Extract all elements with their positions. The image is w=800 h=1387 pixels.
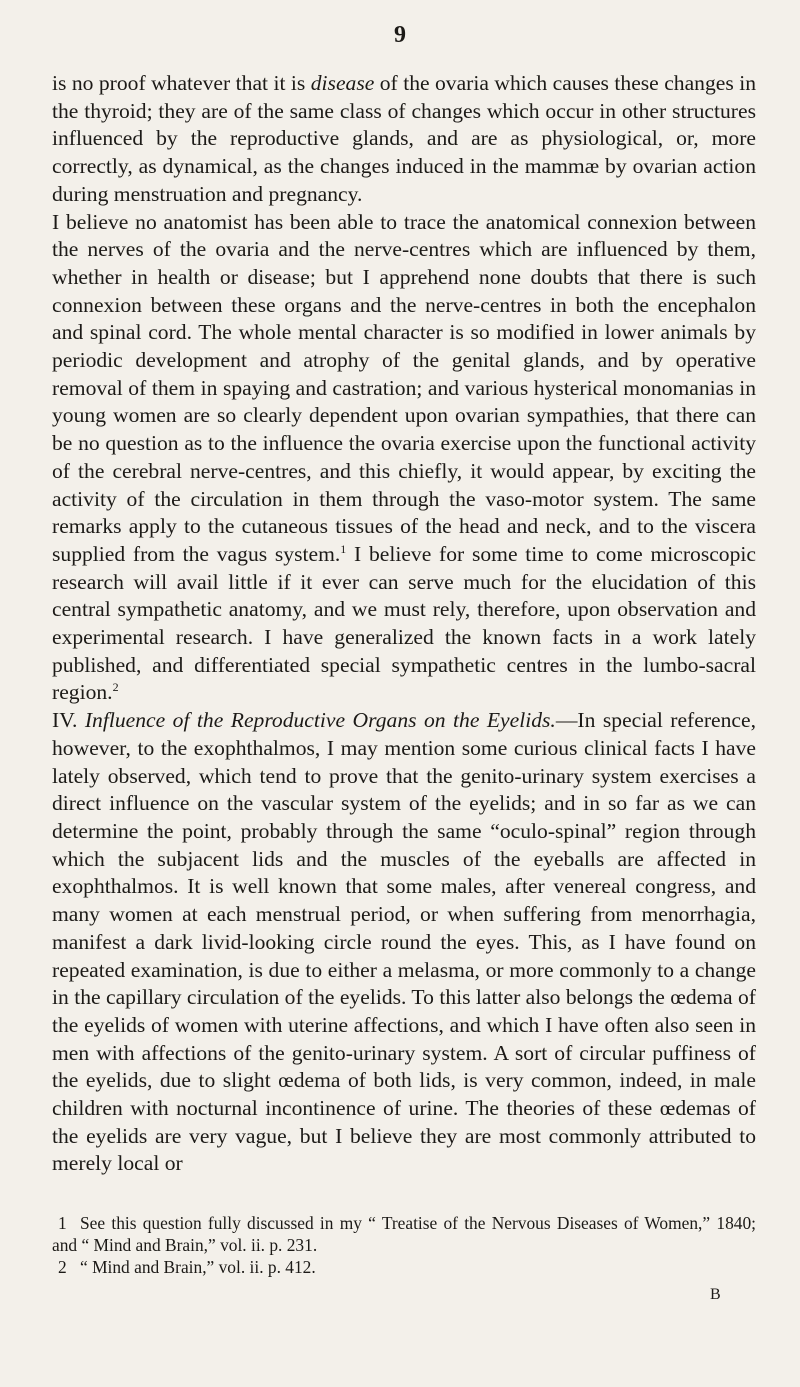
footnote-2-text: “ Mind and Brain,” vol. ii. p. 412. bbox=[80, 1257, 316, 1277]
body-text bbox=[52, 70, 756, 1178]
paragraph-2 bbox=[52, 209, 756, 708]
signature-mark: B bbox=[710, 1286, 721, 1303]
section-heading: Influence of the Reproductive Organs on the Eyelids. bbox=[84, 708, 556, 733]
footnote-ref-2: 2 bbox=[112, 680, 119, 695]
footnote-1-number: 1 bbox=[58, 1213, 67, 1233]
page-number: 9 bbox=[394, 22, 406, 48]
footnote-1-text: See this question fully discussed in my “ Treatise of the Nervous Diseases of Women,” 1840; and “ Mind and Brain,” vol. ii. p. 231. bbox=[52, 1213, 756, 1255]
paragraph-1-text-b: of the ovaria which causes these changes in the thyroid; they are of the same class of changes which occur in other structures influenced by the reproductive glands, and are as physiological, or, more correctly, as dynamical, as the changes induced in the mammæ by ovarian action during menstruation and pregnancy. bbox=[52, 71, 756, 206]
paragraph-1-text-a: is no proof whatever that it is bbox=[52, 71, 311, 95]
paragraph-3-text: —In special reference, however, to the exophthalmos, I may mention some curious clinical facts I have lately observed, which tend to prove that the genito-urinary system exercises a direct influence on the vascular system of the eyelids; and in so far as we can determine the point, probably through the same “oculo-spinal” region through which the subjacent lids and the muscles of the eyeballs are affected in exophthalmos. It is well known that some males, after venereal congress, and many women at each menstrual period, or when suffering from menorrhagia, manifest a dark livid-looking circle round the eyes. This, as I have found on repeated examination, is due to either a melasma, or more commonly to a change in the capillary circulation of the eyelids. To this latter also belongs the œdema of the eyelids of women with uterine affections, and which I have often also seen in men with affections of the genito-urinary system. A sort of circular puffiness of the eyelids, due to slight œdema of both lids, is very common, indeed, in male children with nocturnal incontinence of urine. The theories of these œdemas of the eyelids are very vague, but I believe they are most commonly attributed to merely local or bbox=[52, 708, 756, 1176]
paragraph-1 bbox=[52, 70, 756, 209]
footnote-2 bbox=[52, 1256, 756, 1278]
footnotes bbox=[52, 1212, 756, 1278]
paragraph-2-text-a: I believe no anatomist has been able to trace the anatomical connexion between the nerves of the ovaria and the nerve-centres which are influenced by them, whether in health or disease; but I apprehend none doubts that there is such connexion between these organs and the nerve-centres in both the encephalon and spinal cord. The whole mental character is so modified in lower animals by periodic development and atrophy of the genital glands, and by operative removal of them in spaying and castration; and various hysterical monomanias in young women are so clearly dependent upon ovarian sympathies, that there can be no question as to the influence the ovaria exercise upon the functional activity of the cerebral nerve-centres, and this chiefly, it would appear, by exciting the activity of the circulation in them through the vaso-motor system. The same remarks apply to the cutaneous tissues of the head and neck, and to the viscera supplied from the vagus system. bbox=[52, 209, 756, 566]
paragraph-1-emphasis: disease bbox=[310, 71, 375, 95]
paragraph-3 bbox=[52, 707, 756, 1178]
paragraph-2-text-b: I believe for some time to come microscopic research will avail little if it ever can serve much for the elucidation of this central sympathetic anatomy, and we must rely, therefore, upon observation and experimental research. I have generalized the known facts in a work lately published, and differentiated special sympathetic centres in the lumbo-sacral region. bbox=[52, 541, 756, 705]
footnote-2-number: 2 bbox=[58, 1257, 67, 1277]
footnote-ref-1: 1 bbox=[340, 541, 347, 556]
section-number: IV. bbox=[52, 708, 85, 733]
footnote-1 bbox=[52, 1212, 756, 1256]
